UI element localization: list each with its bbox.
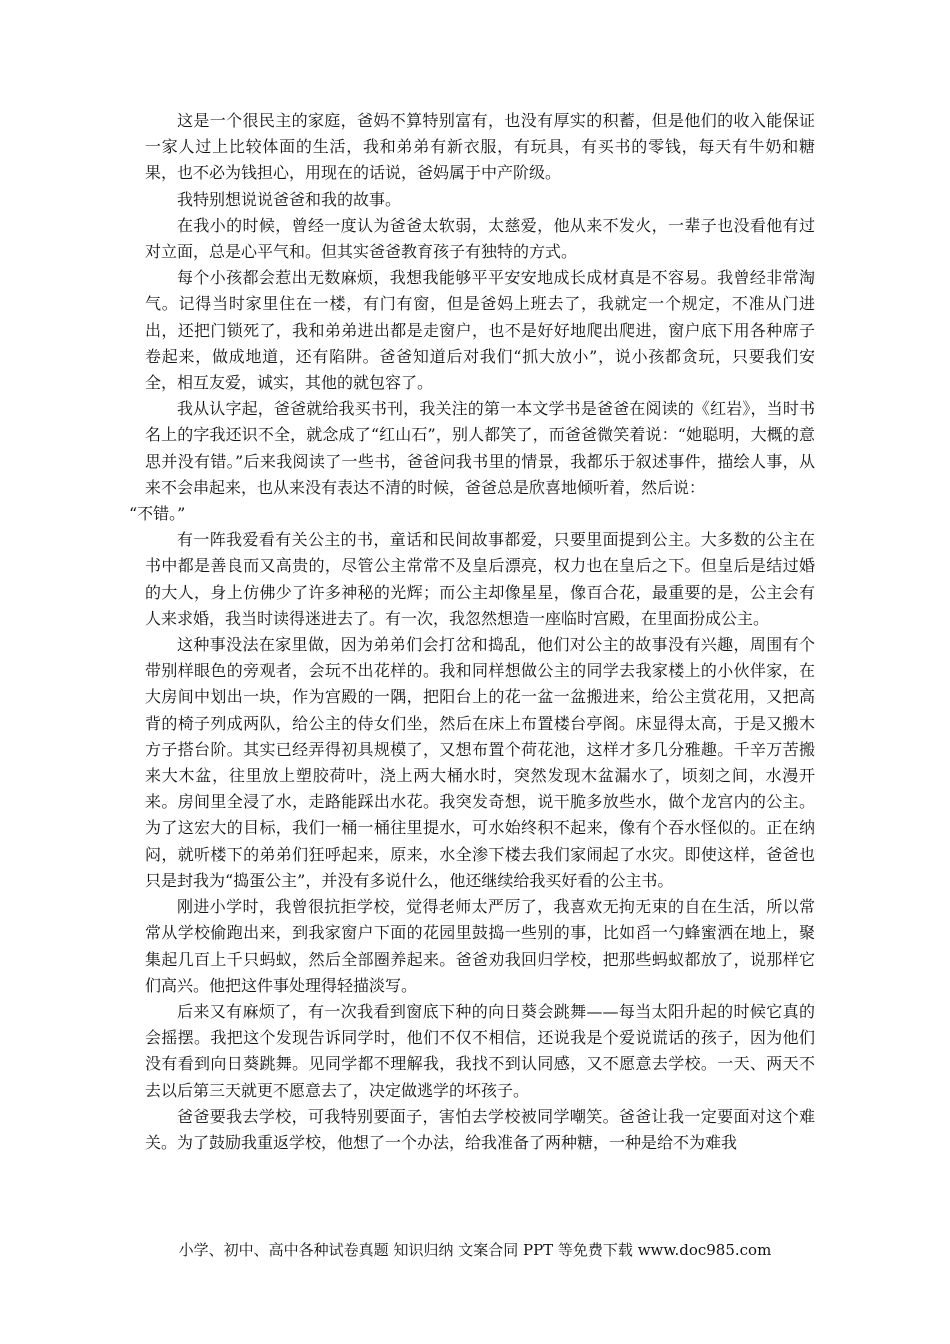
paragraph: 这是一个很民主的家庭，爸妈不算特别富有，也没有厚实的积蓄，但是他们的收入能保证一家人过上比较体面的生活，我和弟弟有新衣服，有玩具，有买书的零钱，每天有牛奶和糖果，也不必为钱担心，用现在的话说，爸妈属于中产阶级。 — [145, 111, 815, 183]
paragraph: 每个小孩都会惹出无数麻烦，我想我能够平平安安地成长成材真是不容易。我曾经非常淘气。记得当时家里住在一楼，有门有窗，但是爸妈上班去了，我就定一个规定，不准从门进出，还把门锁死了，我和弟弟进出都是走窗户，也不是好好地爬出爬进，窗户底下用各种席子卷起来，做成地道，还有陷阱。爸爸知道后对我们“抓大放小”，说小孩都贪玩，只要我们安全，相互友爱，诚实，其他的就包容了。 — [145, 268, 815, 393]
document-body — [129, 108, 815, 1156]
paragraph: 爸爸要我去学校，可我特别要面子，害怕去学校被同学嘲笑。爸爸让我一定要面对这个难关。为了鼓励我重返学校，他想了一个办法，给我准备了两种糖，一种是给不为难我 — [145, 1106, 815, 1152]
paragraph: 我特别想说说爸爸和我的故事。 — [177, 189, 402, 209]
paragraph: 刚进小学时，我曾很抗拒学校，觉得老师太严厉了，我喜欢无拘无束的自在生活，所以常常从学校偷跑出来，到我家窗户下面的花园里鼓捣一些别的事，比如舀一勺蜂蜜洒在地上，聚集起几百上千只蚂蚁，然后全部圈养起来。爸爸劝我回归学校，把那些蚂蚁都放了，说那样它们高兴。他把这件事处理得轻描淡写。 — [145, 897, 815, 995]
paragraph: 这种事没法在家里做，因为弟弟们会打岔和捣乱，他们对公主的故事没有兴趣，周围有个带别样眼色的旁观者，会玩不出花样的。我和同样想做公主的同学去我家楼上的小伙伴家，在大房间中划出一块，作为宫殿的一隅，把阳台上的花一盆一盆搬进来，给公主赏花用，又把高背的椅子列成两队，给公主的侍女们坐，然后在床上布置楼台亭阁。床显得太高，于是又搬木方子搭台阶。其实已经弄得初具规模了，又想布置个荷花池，这样才多几分雅趣。千辛万苦搬来大木盆，往里放上塑胶荷叶，浇上两大桶水时，突然发现木盆漏水了，顷刻之间，水漫开来。房间里全浸了水，走路能踩出水花。我突发奇想，说干脆多放些水，做个龙宫内的公主。为了这宏大的目标，我们一桶一桶往里提水，可水始终积不起来，像有个吞水怪似的。正在纳闷，就听楼下的弟弟们狂呼起来，原来，水全渗下楼去我们家闹起了水灾。即使这样，爸爸也只是封我为“捣蛋公主”，并没有多说什么，他还继续给我买好看的公主书。 — [145, 635, 815, 890]
paragraph: 我从认字起，爸爸就给我买书刊，我关注的第一本文学书是爸爸在阅读的《红岩》，当时书名上的字我还识不全，就念成了“红山石”，别人都笑了，而爸爸微笑着说：“她聪明，大概的意思并没有错。”后来我阅读了一些书，爸爸问我书里的情景，我都乐于叙述事件，描绘人事，从来不会串起来，也从来没有表达不清的时候，爸爸总是欣喜地倾听着，然后说： — [145, 399, 815, 497]
paragraph: 有一阵我爱看有关公主的书，童话和民间故事都爱，只要里面提到公主。大多数的公主在书中都是善良而又高贵的，尽管公主常常不及皇后漂亮，权力也在皇后之下。但皇后是结过婚的大人，身上仿佛少了许多神秘的光辉；而公主却像星星，像百合花，最重要的是，公主会有人来求婚，我当时读得迷进去了。有一次，我忽然想造一座临时宫殿，在里面扮成公主。 — [145, 530, 815, 628]
paragraph: 在我小的时候，曾经一度认为爸爸太软弱，太慈爱，他从来不发火，一辈子也没看他有过对立面，总是心平气和。但其实爸爸教育孩子有独特的方式。 — [145, 215, 815, 262]
page-footer: 小学、初中、高中各种试卷真题 知识归纳 文案合同 PPT 等免费下载 www.doc985.com — [178, 1241, 772, 1259]
paragraph: 后来又有麻烦了，有一次我看到窗底下种的向日葵会跳舞——每当太阳升起的时候它真的会摇摆。我把这个发现告诉同学时，他们不仅不相信，还说我是个爱说谎话的孩子，因为他们没有看到向日葵跳舞。见同学都不理解我，我找不到认同感，又不愿意去学校。一天、两天不去以后第三天就更不愿意去了，决定做逃学的坏孩子。 — [145, 1001, 815, 1100]
paragraph-quote: “不错。” — [129, 504, 186, 524]
